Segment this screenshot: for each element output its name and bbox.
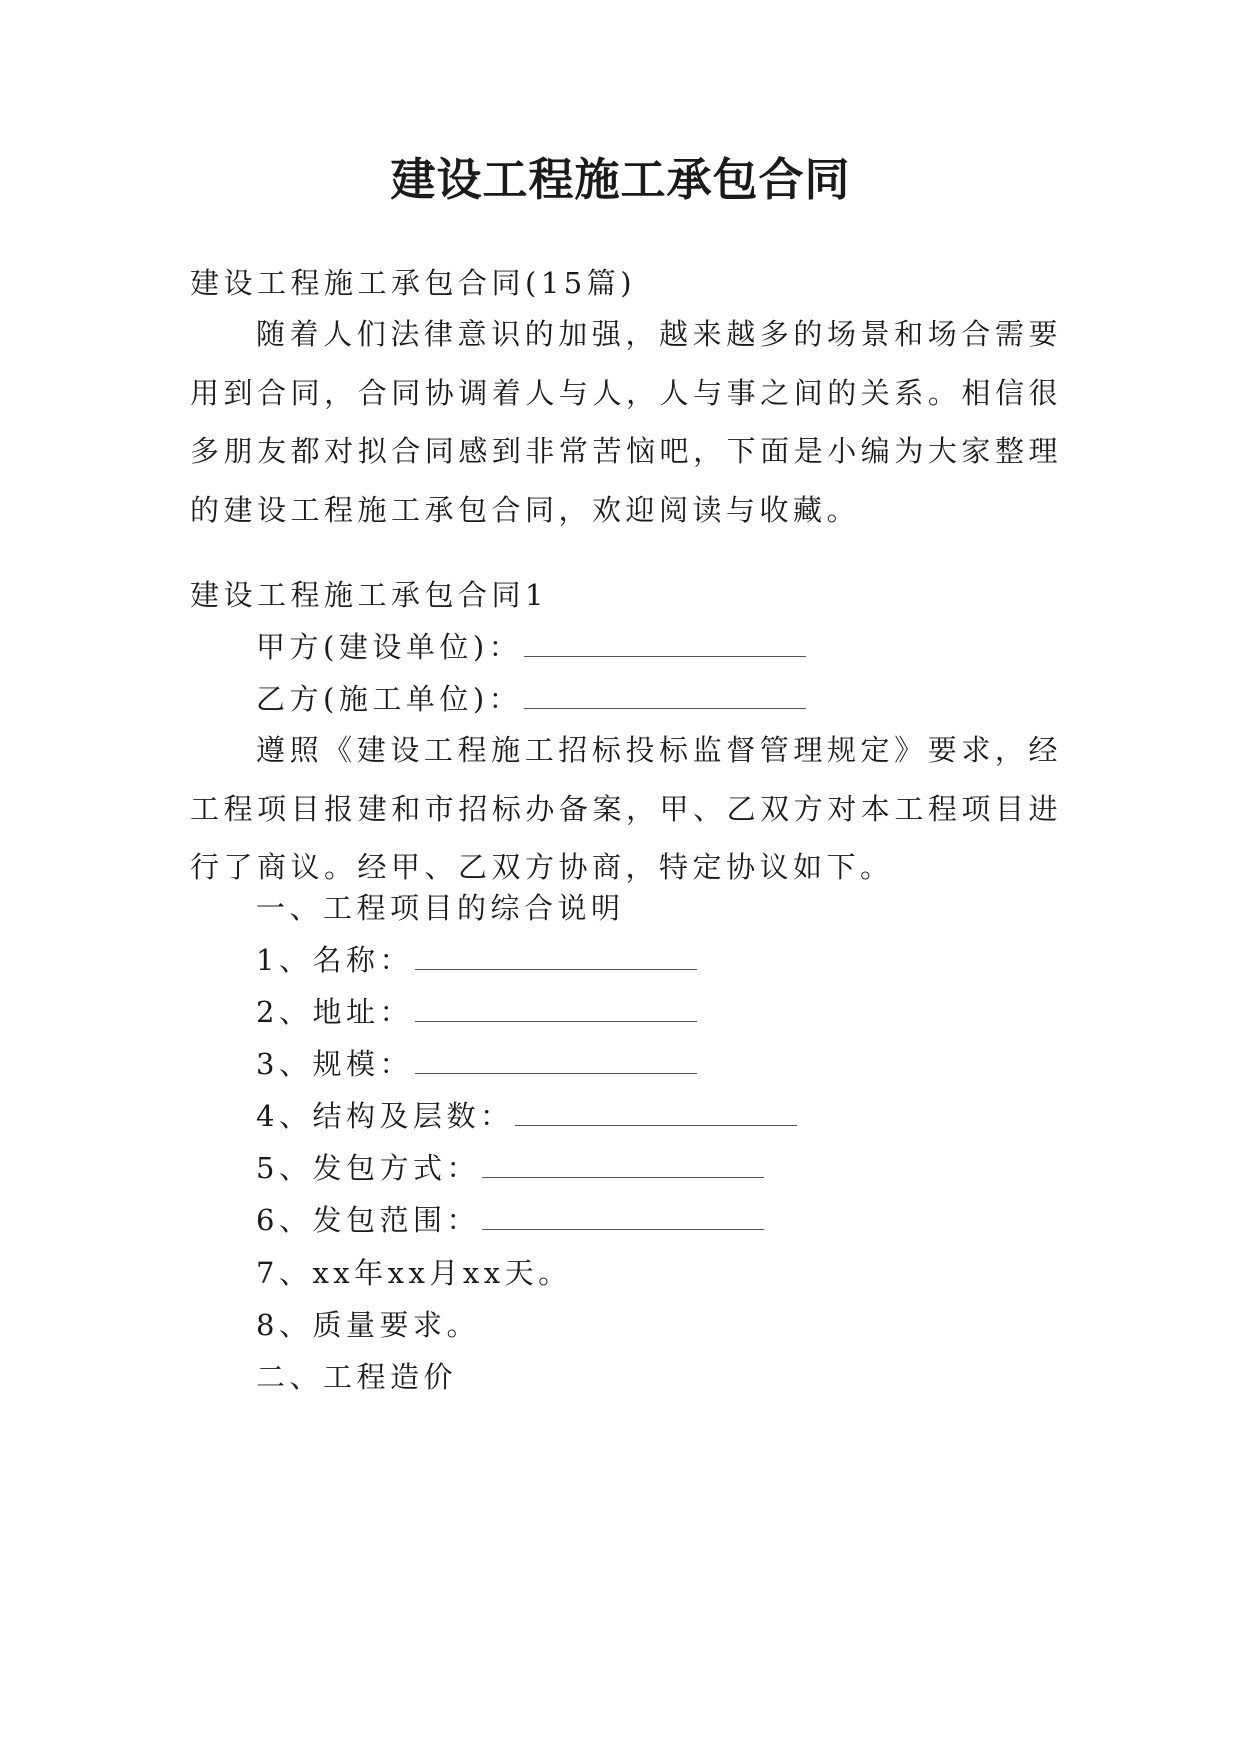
item-address-blank[interactable] bbox=[415, 995, 697, 1022]
item-address-line bbox=[256, 992, 697, 1032]
party-a-line bbox=[256, 627, 806, 667]
preamble-paragraph: 遵照《建设工程施工招标投标监督管理规定》要求，经工程项目报建和市招标办备案，甲、乙双方对本工程项目进行了商议。经甲、乙双方协商，特定协议如下。 bbox=[190, 733, 1062, 884]
item-label: 2、地址： bbox=[256, 995, 413, 1029]
party-a-blank[interactable] bbox=[524, 630, 806, 657]
item-label: 3、规模： bbox=[256, 1047, 413, 1081]
party-b-line bbox=[256, 679, 806, 719]
item-structure-blank[interactable] bbox=[515, 1099, 797, 1126]
item-name-blank[interactable] bbox=[415, 943, 697, 970]
part2-heading: 二、工程造价 bbox=[256, 1360, 458, 1394]
party-b-blank[interactable] bbox=[524, 682, 806, 709]
item-range-blank[interactable] bbox=[482, 1203, 764, 1230]
document-subtitle: 建设工程施工承包合同(15篇) bbox=[190, 266, 637, 300]
item-label: 1、名称： bbox=[256, 943, 413, 977]
item-label: 6、发包范围： bbox=[256, 1203, 480, 1237]
item-label: 4、结构及层数： bbox=[256, 1099, 514, 1133]
item-range-line bbox=[256, 1200, 764, 1240]
item-quality-line: 8、质量要求。 bbox=[256, 1308, 480, 1342]
item-duration-line: 7、xx年xx月xx天。 bbox=[256, 1256, 572, 1290]
item-scale-line bbox=[256, 1044, 697, 1084]
item-method-blank[interactable] bbox=[482, 1151, 764, 1178]
part1-heading: 一、工程项目的综合说明 bbox=[256, 891, 625, 925]
item-name-line bbox=[256, 940, 697, 980]
section-heading: 建设工程施工承包合同1 bbox=[190, 578, 548, 612]
item-structure-line bbox=[256, 1096, 797, 1136]
item-scale-blank[interactable] bbox=[415, 1047, 697, 1074]
party-b-label: 乙方(施工单位)： bbox=[256, 682, 523, 716]
item-method-line bbox=[256, 1148, 764, 1188]
document-title: 建设工程施工承包合同 bbox=[390, 153, 851, 206]
item-label: 5、发包方式： bbox=[256, 1151, 480, 1185]
party-a-label: 甲方(建设单位)： bbox=[256, 630, 523, 664]
intro-paragraph: 随着人们法律意识的加强，越来越多的场景和场合需要用到合同，合同协调着人与人，人与事之间的关系。相信很多朋友都对拟合同感到非常苦恼吧，下面是小编为大家整理的建设工程施工承包合同，欢迎阅读与收藏。 bbox=[190, 317, 1062, 527]
